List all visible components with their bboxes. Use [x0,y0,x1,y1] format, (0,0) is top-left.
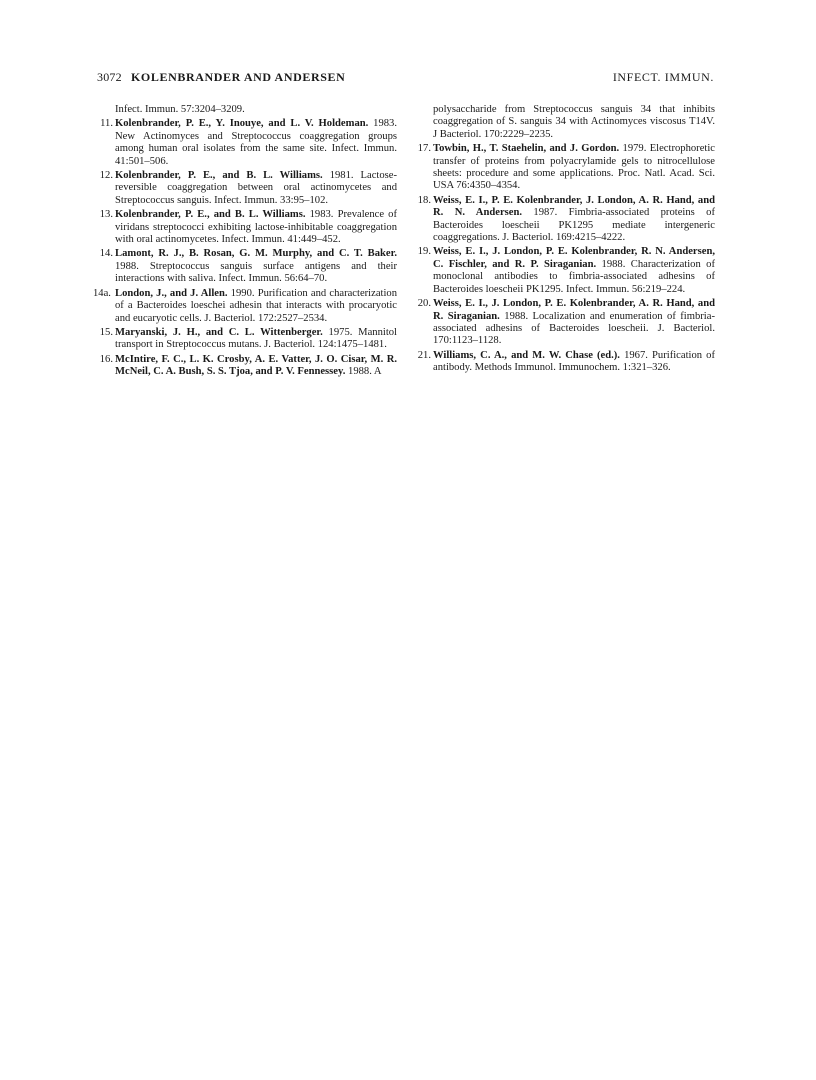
reference-text: 1990. Purification and characterization of a Bacteroides loeschei adhesin that interacts with procaryotic and eucaryotic cells. J. Bacteriol. 172:2527–2534. [115,287,397,324]
reference-number: 21. [417,349,431,361]
reference-text: 1983. Prevalence of viridans streptococci exhibiting lactose-inhibitable coaggregation with oral actinomycetes. Infect. Immun. 41:449–452. [115,209,397,246]
reference-text: 1975. Mannitol transport in Streptococcus mutans. J. Bacteriol. 124:1475–1481. [115,326,397,351]
reference-column-right [415,104,715,377]
reference-number: 20. [417,298,431,310]
page-header [97,70,714,90]
reference-entry [415,350,715,375]
reference-entry [97,327,397,352]
reference-authors: London, J., and J. Allen. [115,287,231,299]
reference-entry [415,143,715,193]
reference-entry [97,118,397,168]
reference-text: 1988. Localization and enumeration of fimbria-associated adhesins of Bacteroides loescheii. J. Bacteriol. 170:1123–1128. [433,310,715,347]
reference-authors: Maryanski, J. H., and C. L. Wittenberger. [115,326,329,338]
reference-number: 17. [417,143,431,155]
journal-name: INFECT. IMMUN. [612,70,714,84]
reference-entry [97,209,397,246]
reference-text: 1981. Lactose-reversible coaggregation between oral actinomycetes and Streptococcus sanguis. Infect. Immun. 33:95–102. [115,170,398,206]
reference-number: 18. [417,194,431,206]
reference-text: 1967. Purification of antibody. Methods Immunol. Immunochem. 1:321–326. [433,349,715,374]
reference-authors: McIntire, F. C., L. K. Crosby, A. E. Vatter, J. O. Cisar, M. R. McNeil, C. A. Bush, S. S. Tjoa, and P. V. Fennessey. [115,353,397,378]
reference-text: 1988. Characterization of monoclonal antibodies to fimbria-associated adhesins of Bacteroides loescheii PK1295. Infect. Immun. 56:219–224. [433,258,715,295]
reference-number: 19. [417,246,431,258]
reference-entry [415,104,715,141]
reference-text: Infect. Immun. 57:3204–3209. [115,104,245,115]
reference-number: 11. [100,118,113,130]
reference-authors: Williams, C. A., and M. W. Chase (ed.). [433,349,625,361]
reference-authors: Weiss, E. I., J. London, P. E. Kolenbrander, A. R. Hand, and R. Siraganian. [433,298,715,322]
reference-number: 13. [99,209,113,221]
reference-text: polysaccharide from Streptococcus sanguis 34 that inhibits coaggregation of S. sanguis 34 with Actinomyces viscosus T14V. J Bacteriol. 170:2229–2235. [433,104,715,140]
reference-authors: Lamont, R. J., B. Rosan, G. M. Murphy, and C. T. Baker. [115,248,397,260]
reference-entry [97,354,397,379]
reference-authors: Weiss, E. I., P. E. Kolenbrander, J. London, A. R. Hand, and R. N. Andersen. [433,194,715,219]
reference-authors: Weiss, E. I., J. London, P. E. Kolenbrander, R. N. Andersen, C. Fischler, and R. P. Siraganian. [433,246,715,270]
reference-number: 16. [99,353,113,365]
reference-entry [93,287,397,325]
reference-text: 1979. Electrophoretic transfer of proteins from polyacrylamide gels to nitrocellulose sheets: procedure and some applications. Proc. Natl. Acad. Sci. USA 76:4350–4354. [433,143,715,192]
reference-entry [97,170,397,207]
page-number: 3072 [97,70,122,84]
reference-column-left [93,104,398,381]
reference-entry [415,195,715,245]
reference-entry [415,298,715,348]
reference-number: 15. [99,326,113,338]
reference-authors: Kolenbrander, P. E., Y. Inouye, and L. V. Holdeman. [115,118,374,130]
running-title: KOLENBRANDER AND ANDERSEN [131,70,346,84]
reference-text: 1983. New Actinomyces and Streptococcus coaggregation groups among human oral isolates from the same site. Infect. Immun. 41:501–506. [115,118,397,167]
reference-text: 1988. A [348,366,382,378]
reference-number: 12. [99,170,113,182]
reference-entry [97,248,397,285]
reference-text: 1988. Streptococcus sanguis surface antigens and their interactions with saliva. Infect. Immun. 56:64–70. [115,260,397,285]
reference-entry [97,104,397,116]
reference-authors: Kolenbrander, P. E., and B. L. Williams. [115,170,330,182]
reference-entry [415,246,715,296]
reference-authors: Kolenbrander, P. E., and B. L. Williams. [115,209,310,221]
reference-number: 14a. [93,287,111,299]
reference-number: 14. [99,248,113,260]
reference-authors: Towbin, H., T. Staehelin, and J. Gordon. [433,143,623,155]
reference-text: 1987. Fimbria-associated proteins of Bacteroides loescheii PK1295 mediate intergeneric coaggregations. J. Bacteriol. 169:4215–4222. [433,207,715,244]
